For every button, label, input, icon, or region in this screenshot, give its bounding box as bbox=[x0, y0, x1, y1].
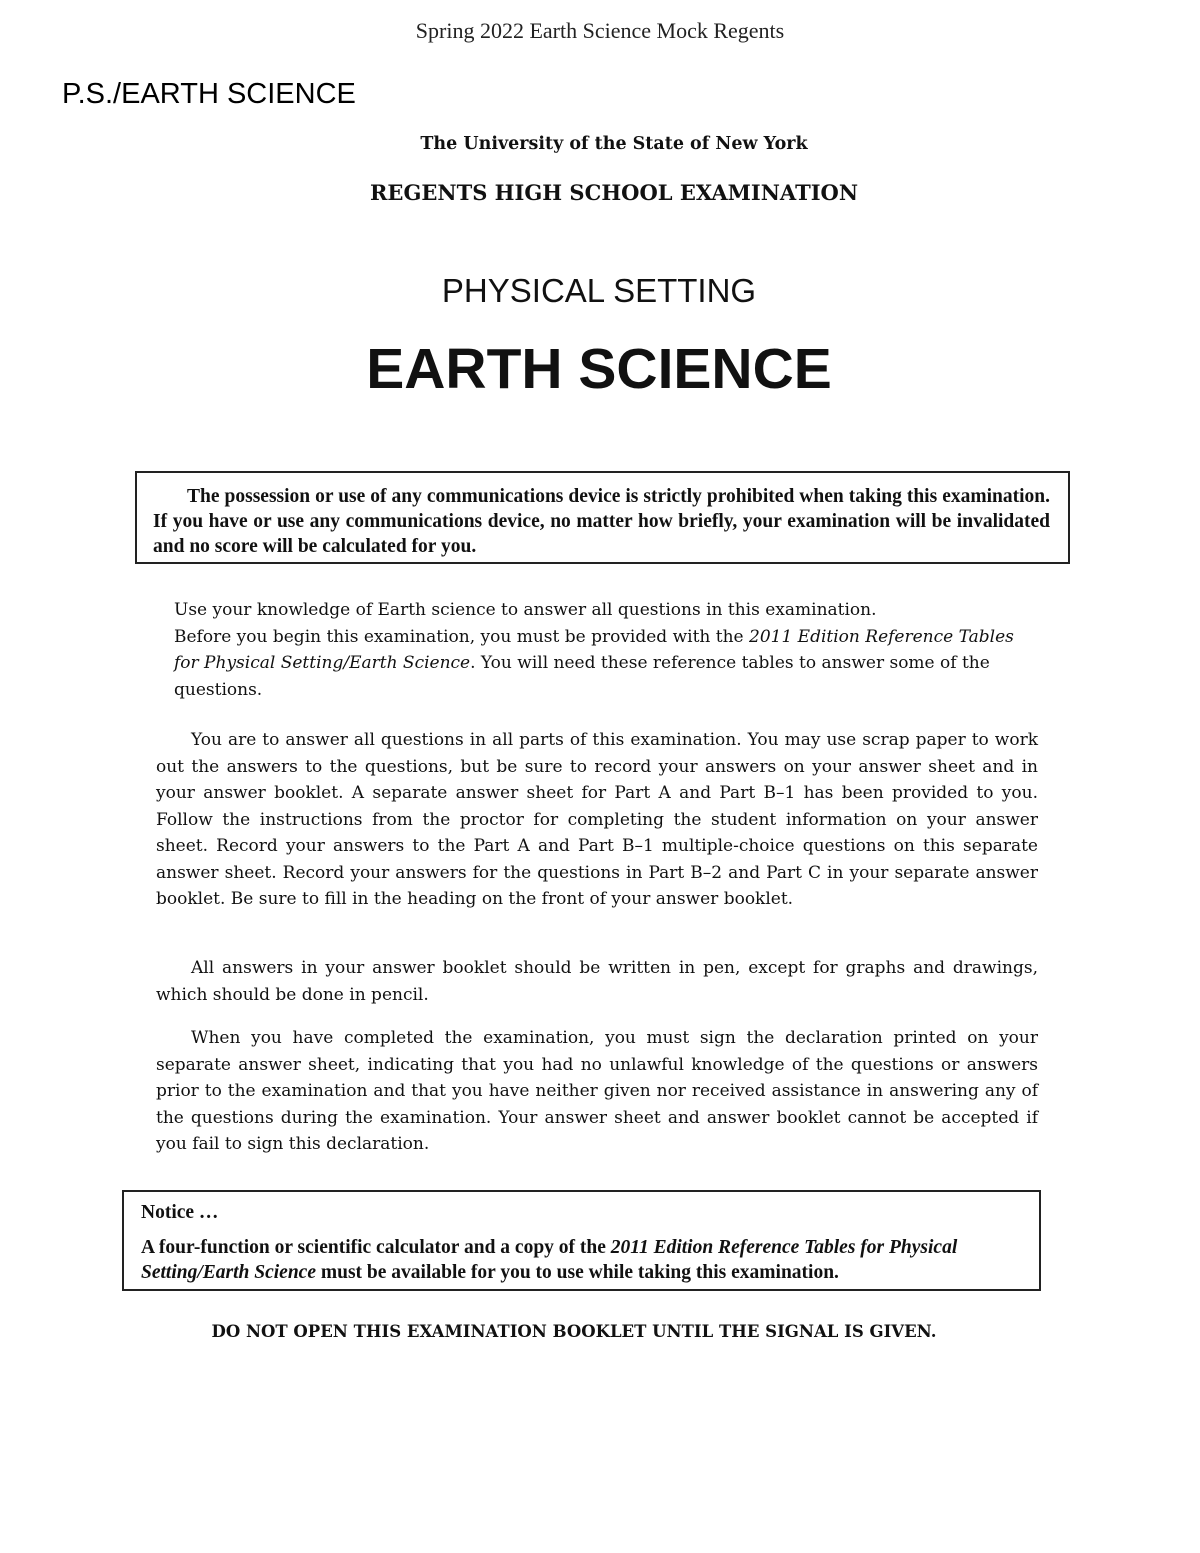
para-pen: All answers in your answer booklet should be written in pen, except for graphs and drawings, which should be done in pencil. bbox=[156, 958, 1038, 1005]
notice-after-text: must be available for you to use while taking this examination. bbox=[315, 1262, 839, 1283]
intro-line-1: Use your knowledge of Earth science to answer all questions in this examination. bbox=[174, 600, 877, 620]
answer-instructions-paragraph bbox=[156, 727, 1038, 913]
declaration-paragraph bbox=[156, 1025, 1038, 1158]
notice-box bbox=[122, 1190, 1041, 1291]
running-header: Spring 2022 Earth Science Mock Regents bbox=[415, 18, 785, 43]
notice-title: Notice … bbox=[141, 1202, 219, 1223]
exam-setting: PHYSICAL SETTING bbox=[441, 272, 757, 309]
intro-after-text: . You will need these reference tables to answer some of the questions. bbox=[174, 653, 990, 700]
university-name: The University of the State of New York bbox=[420, 134, 808, 154]
subject-code: P.S./EARTH SCIENCE bbox=[62, 78, 356, 110]
notice-before-text: A four-function or scientific calculator and a copy of the bbox=[141, 1237, 611, 1258]
exam-name: REGENTS HIGH SCHOOL EXAMINATION bbox=[369, 180, 859, 205]
do-not-open-warning: DO NOT OPEN THIS EXAMINATION BOOKLET UNTIL THE SIGNAL IS GIVEN. bbox=[211, 1322, 937, 1341]
notice-text bbox=[141, 1235, 1021, 1285]
para-answer-all: You are to answer all questions in all parts of this examination. You may use scrap paper to work out the answers to the questions, but be sure to record your answers on your answer sheet and in your answer booklet. A separate answer sheet for Part A and Part B–1 has been provided to you. Follow the instructions from the proctor for completing the student information on your answer sheet. Record your answers to the Part A and Part B–1 multiple-choice questions on this separate answer sheet. Record your answers for the questions in Part B–2 and Part C in your separate answer booklet. Be sure to fill in the heading on the front of your answer booklet. bbox=[156, 730, 1038, 909]
communications-warning-box bbox=[135, 471, 1070, 564]
intro-reference-tables: 2011 Edition Reference Tables for Physical Setting/Earth Science bbox=[174, 626, 1014, 673]
intro-paragraph bbox=[174, 597, 1042, 703]
notice-reference-tables: 2011 Edition Reference Tables for Physical Setting/Earth Science bbox=[141, 1237, 958, 1283]
pen-instructions-paragraph bbox=[156, 955, 1038, 1008]
warning-text: The possession or use of any communications device is strictly prohibited when taking this examination. If you have or use any communications device, no matter how briefly, your examination will be invalidated and no score will be calculated for you. bbox=[153, 486, 1050, 557]
para-declaration: When you have completed the examination, you must sign the declaration printed on your separate answer sheet, indicating that you had no unlawful knowledge of the questions or answers prior to the examination and that you have neither given nor received assistance in answering any of the questions during the examination. Your answer sheet and answer booklet cannot be accepted if you fail to sign this declaration. bbox=[156, 1028, 1038, 1154]
intro-line-2 bbox=[174, 624, 1042, 704]
page-title: EARTH SCIENCE bbox=[366, 337, 832, 401]
intro-before-text: Before you begin this examination, you must be provided with the bbox=[174, 626, 750, 647]
